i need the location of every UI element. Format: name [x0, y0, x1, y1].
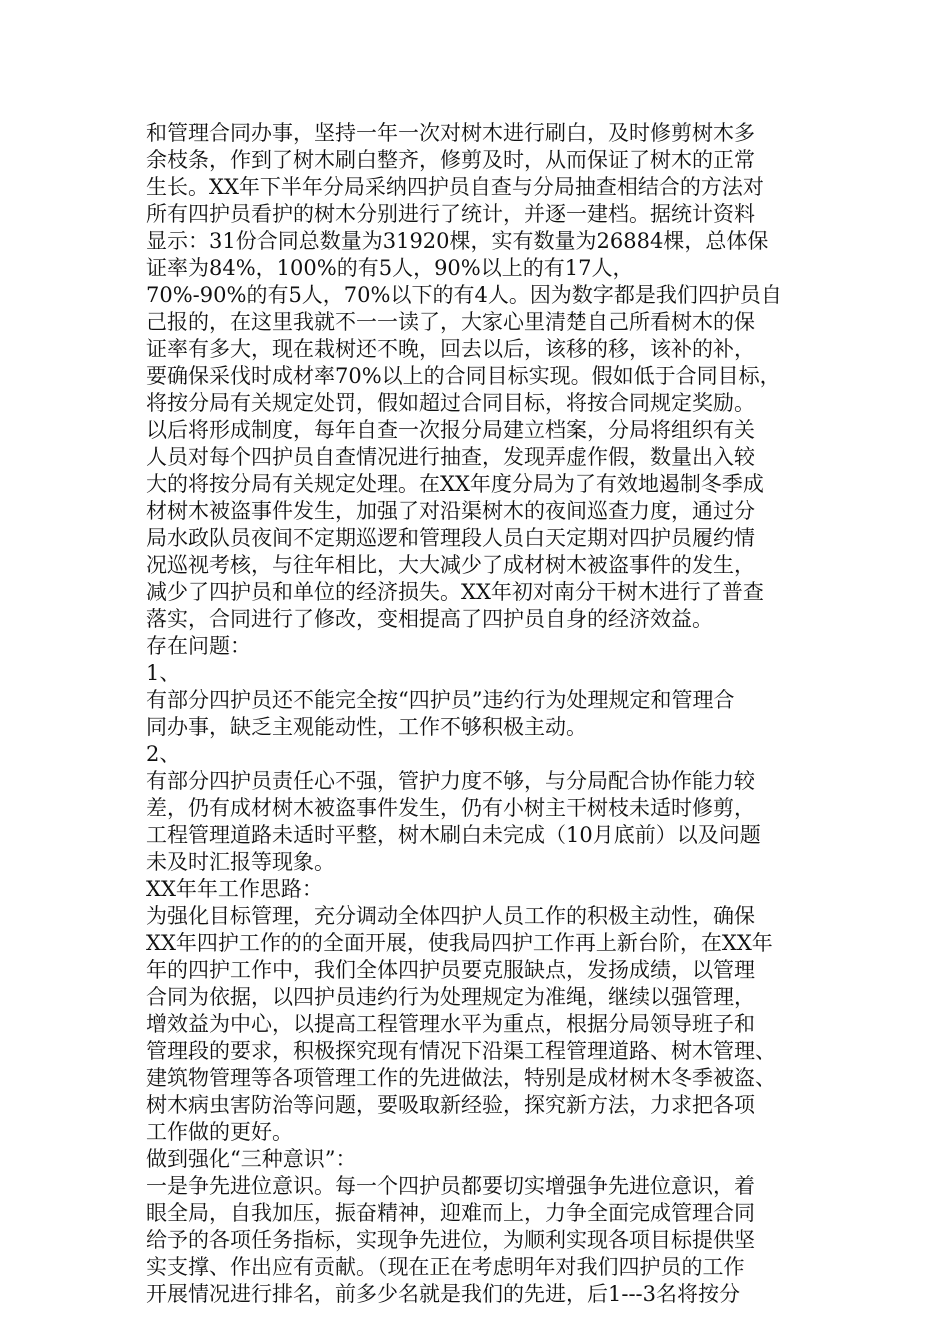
text-line: 己报的，在这里我就不一一读了，大家心里清楚自己所看树木的保 — [146, 310, 755, 334]
text-line: 有部分四护员还不能完全按“四护员”违约行为处理规定和管理合 — [146, 688, 735, 712]
text-line: 生长。XX年下半年分局采纳四护员自查与分局抽查相结合的方法对 — [146, 175, 764, 199]
text-line: 证率有多大，现在栽树还不晚，回去以后，该移的移，该补的补， — [146, 337, 755, 361]
text-line: 眼全局，自我加压，振奋精神，迎难而上，力争全面完成管理合同 — [146, 1201, 755, 1225]
text-line: 减少了四护员和单位的经济损失。XX年初对南分干树木进行了普查 — [146, 580, 764, 604]
text-line: 工作做的更好。 — [146, 1120, 293, 1144]
list-number: 2、 — [146, 742, 181, 766]
text-line: 要确保采伐时成材率70%以上的合同目标实现。假如低于合同目标， — [146, 364, 781, 388]
text-line: 大的将按分局有关规定处理。在XX年度分局为了有效地遏制冬季成 — [146, 472, 764, 496]
section-heading-work-plan: XX年年工作思路： — [146, 877, 323, 901]
text-line: 人员对每个四护员自查情况进行抽查，发现弄虚作假，数量出入较 — [146, 445, 755, 469]
text-line: 余枝条，作到了树木刷白整齐，修剪及时，从而保证了树木的正常 — [146, 148, 755, 172]
section-heading-problems: 存在问题： — [146, 634, 251, 658]
text-line: 和管理合同办事，坚持一年一次对树木进行刷白，及时修剪树木多 — [146, 121, 755, 145]
section-heading-three-awareness: 做到强化“三种意识”： — [146, 1147, 357, 1171]
text-line: 材树木被盗事件发生，加强了对沿渠树木的夜间巡查力度，通过分 — [146, 499, 755, 523]
text-line: 实支撑、作出应有贡献。（现在正在考虑明年对我们四护员的工作 — [146, 1255, 745, 1279]
text-line: 开展情况进行排名，前多少名就是我们的先进，后1---3名将按分 — [146, 1282, 741, 1306]
text-line: 年的四护工作中，我们全体四护员要克服缺点，发扬成绩，以管理 — [146, 958, 755, 982]
text-line: 合同为依据，以四护员违约行为处理规定为准绳，继续以强管理， — [146, 985, 755, 1009]
text-line: 管理段的要求，积极探究现有情况下沿渠工程管理道路、树木管理、 — [146, 1039, 776, 1063]
text-line: 未及时汇报等现象。 — [146, 850, 335, 874]
list-number: 1、 — [146, 661, 181, 685]
text-line: 将按分局有关规定处罚，假如超过合同目标，将按合同规定奖励。 — [146, 391, 755, 415]
text-line: 给予的各项任务指标，实现争先进位，为顺利实现各项目标提供坚 — [146, 1228, 755, 1252]
text-line: 为强化目标管理，充分调动全体四护人员工作的积极主动性，确保 — [146, 904, 755, 928]
document-body — [146, 120, 810, 1308]
text-line: 有部分四护员责任心不强，管护力度不够，与分局配合协作能力较 — [146, 769, 755, 793]
text-line: 增效益为中心，以提高工程管理水平为重点，根据分局领导班子和 — [146, 1012, 755, 1036]
text-line: 工程管理道路未适时平整，树木刷白未完成（10月底前）以及问题 — [146, 823, 761, 847]
text-line: 树木病虫害防治等问题，要吸取新经验，探究新方法，力求把各项 — [146, 1093, 755, 1117]
text-line: 建筑物管理等各项管理工作的先进做法，特别是成材树木冬季被盗、 — [146, 1066, 776, 1090]
text-line: 以后将形成制度，每年自查一次报分局建立档案，分局将组织有关 — [146, 418, 755, 442]
text-line: 一是争先进位意识。每一个四护员都要切实增强争先进位意识，着 — [146, 1174, 755, 1198]
text-line: 差，仍有成材树木被盗事件发生，仍有小树主干树枝未适时修剪， — [146, 796, 755, 820]
text-line: 同办事，缺乏主观能动性，工作不够积极主动。 — [146, 715, 587, 739]
text-line: 局水政队员夜间不定期巡逻和管理段人员白天定期对四护员履约情 — [146, 526, 755, 550]
text-line: 70%-90%的有5人，70%以下的有4人。因为数字都是我们四护员自 — [146, 283, 782, 307]
text-line: 显示：31份合同总数量为31920棵，实有数量为26884棵，总体保 — [146, 229, 769, 253]
text-line: 证率为84%，100%的有5人，90%以上的有17人， — [146, 256, 634, 280]
text-line: XX年四护工作的的全面开展，使我局四护工作再上新台阶，在XX年 — [146, 931, 773, 955]
text-line: 落实，合同进行了修改，变相提高了四护员自身的经济效益。 — [146, 607, 713, 631]
text-line: 况巡视考核，与往年相比，大大减少了成材树木被盗事件的发生， — [146, 553, 755, 577]
text-line: 所有四护员看护的树木分别进行了统计，并逐一建档。据统计资料 — [146, 202, 755, 226]
